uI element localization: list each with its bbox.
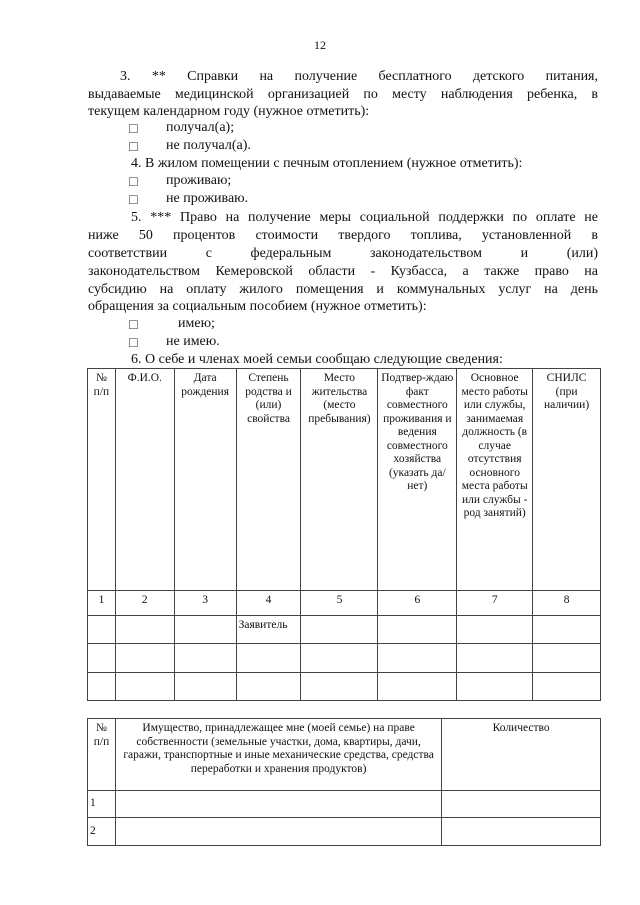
cell[interactable]	[88, 644, 116, 673]
table-row	[88, 616, 601, 644]
header-cell: СНИЛС (при наличии)	[533, 369, 601, 591]
table-row	[88, 791, 601, 818]
cell[interactable]	[533, 644, 601, 673]
header-cell: № п/п	[88, 719, 116, 791]
p3-line: выдаваемые медицинской организацией по месту наблюдения ребенка, в	[88, 87, 598, 102]
cell[interactable]	[88, 673, 116, 701]
row-number: 2	[88, 818, 116, 846]
cell[interactable]	[378, 616, 457, 644]
header-cell: Дата рождения	[174, 369, 236, 591]
cell[interactable]	[88, 616, 116, 644]
cell[interactable]	[115, 616, 174, 644]
cell[interactable]	[442, 818, 601, 846]
header-cell: Степень родства и (или) свойства	[236, 369, 301, 591]
cell[interactable]	[236, 673, 301, 701]
option-label: не имею.	[166, 334, 220, 349]
family-table	[87, 368, 601, 701]
cell[interactable]	[115, 673, 174, 701]
p5-line: соответствии с федеральным законодательством и (или)	[88, 246, 598, 261]
property-table	[87, 718, 601, 846]
p4-line: 4. В жилом помещении с печным отоплением (нужное отметить):	[131, 156, 523, 171]
table-row	[88, 818, 601, 846]
option-label: не проживаю.	[166, 191, 249, 206]
row-number: 1	[88, 791, 116, 818]
option-label: не получал(а).	[166, 138, 251, 153]
header-cell: Подтвер-ждаю факт совместного проживания и ведения совместного хозяйства (указать да/нет)	[378, 369, 457, 591]
cell[interactable]	[442, 791, 601, 818]
cell[interactable]	[236, 644, 301, 673]
table-row	[88, 673, 601, 701]
cell[interactable]	[301, 673, 378, 701]
checkbox[interactable]: ☐	[128, 193, 139, 207]
cell[interactable]	[457, 616, 533, 644]
column-number: 1	[88, 591, 116, 616]
cell[interactable]	[533, 673, 601, 701]
header-cell: № п/п	[88, 369, 116, 591]
header-cell: Основное место работы или службы, занимаемая должность (в случае отсутствия основного места работы или службы - род занятий)	[457, 369, 533, 591]
p5-line: обращения за социальным пособием (нужное отметить):	[88, 299, 427, 314]
p3-line: текущем календарном году (нужное отметить):	[88, 104, 370, 119]
applicant-cell: Заявитель	[236, 616, 301, 644]
option-label: имею;	[178, 316, 215, 331]
checkbox[interactable]: ☐	[128, 175, 139, 189]
column-number: 2	[115, 591, 174, 616]
column-number: 8	[533, 591, 601, 616]
checkbox[interactable]: ☐	[128, 336, 139, 350]
column-number: 7	[457, 591, 533, 616]
cell[interactable]	[115, 791, 441, 818]
p3-line: 3. ** Справки на получение бесплатного детского питания,	[120, 69, 598, 84]
column-number: 5	[301, 591, 378, 616]
column-number: 3	[174, 591, 236, 616]
cell[interactable]	[533, 616, 601, 644]
option-label: получал(а);	[166, 120, 235, 135]
header-cell: Ф.И.О.	[115, 369, 174, 591]
p5-line: ниже 50 процентов стоимости твердого топлива, установленной в	[88, 228, 598, 243]
cell[interactable]	[174, 644, 236, 673]
cell[interactable]	[378, 644, 457, 673]
header-cell: Место жительства (место пребывания)	[301, 369, 378, 591]
page-number: 12	[314, 38, 326, 52]
cell[interactable]	[457, 644, 533, 673]
cell[interactable]	[174, 673, 236, 701]
checkbox[interactable]: ☐	[128, 318, 139, 332]
header-cell: Имущество, принадлежащее мне (моей семье) на праве собственности (земельные участки, дома, квартиры, дачи, гаражи, транспортные и иные механические средства, средства переработки и хранения продуктов)	[115, 719, 441, 791]
p5-line: законодательством Кемеровской области - Кузбасса, а также право на	[88, 264, 598, 279]
cell[interactable]	[378, 673, 457, 701]
cell[interactable]	[115, 818, 441, 846]
p5-line: 5. *** Право на получение меры социальной поддержки по оплате не	[131, 210, 598, 225]
table-row	[88, 644, 601, 673]
checkbox[interactable]: ☐	[128, 140, 139, 154]
cell[interactable]	[301, 644, 378, 673]
cell[interactable]	[457, 673, 533, 701]
cell[interactable]	[115, 644, 174, 673]
option-label: проживаю;	[166, 173, 232, 188]
column-number: 6	[378, 591, 457, 616]
column-number: 4	[236, 591, 301, 616]
cell[interactable]	[174, 616, 236, 644]
p6-line: 6. О себе и членах моей семьи сообщаю следующие сведения:	[131, 352, 503, 367]
cell[interactable]	[301, 616, 378, 644]
header-cell: Количество	[442, 719, 601, 791]
p5-line: субсидию на оплату жилого помещения и коммунальных услуг на день	[88, 282, 598, 297]
checkbox[interactable]: ☐	[128, 122, 139, 136]
